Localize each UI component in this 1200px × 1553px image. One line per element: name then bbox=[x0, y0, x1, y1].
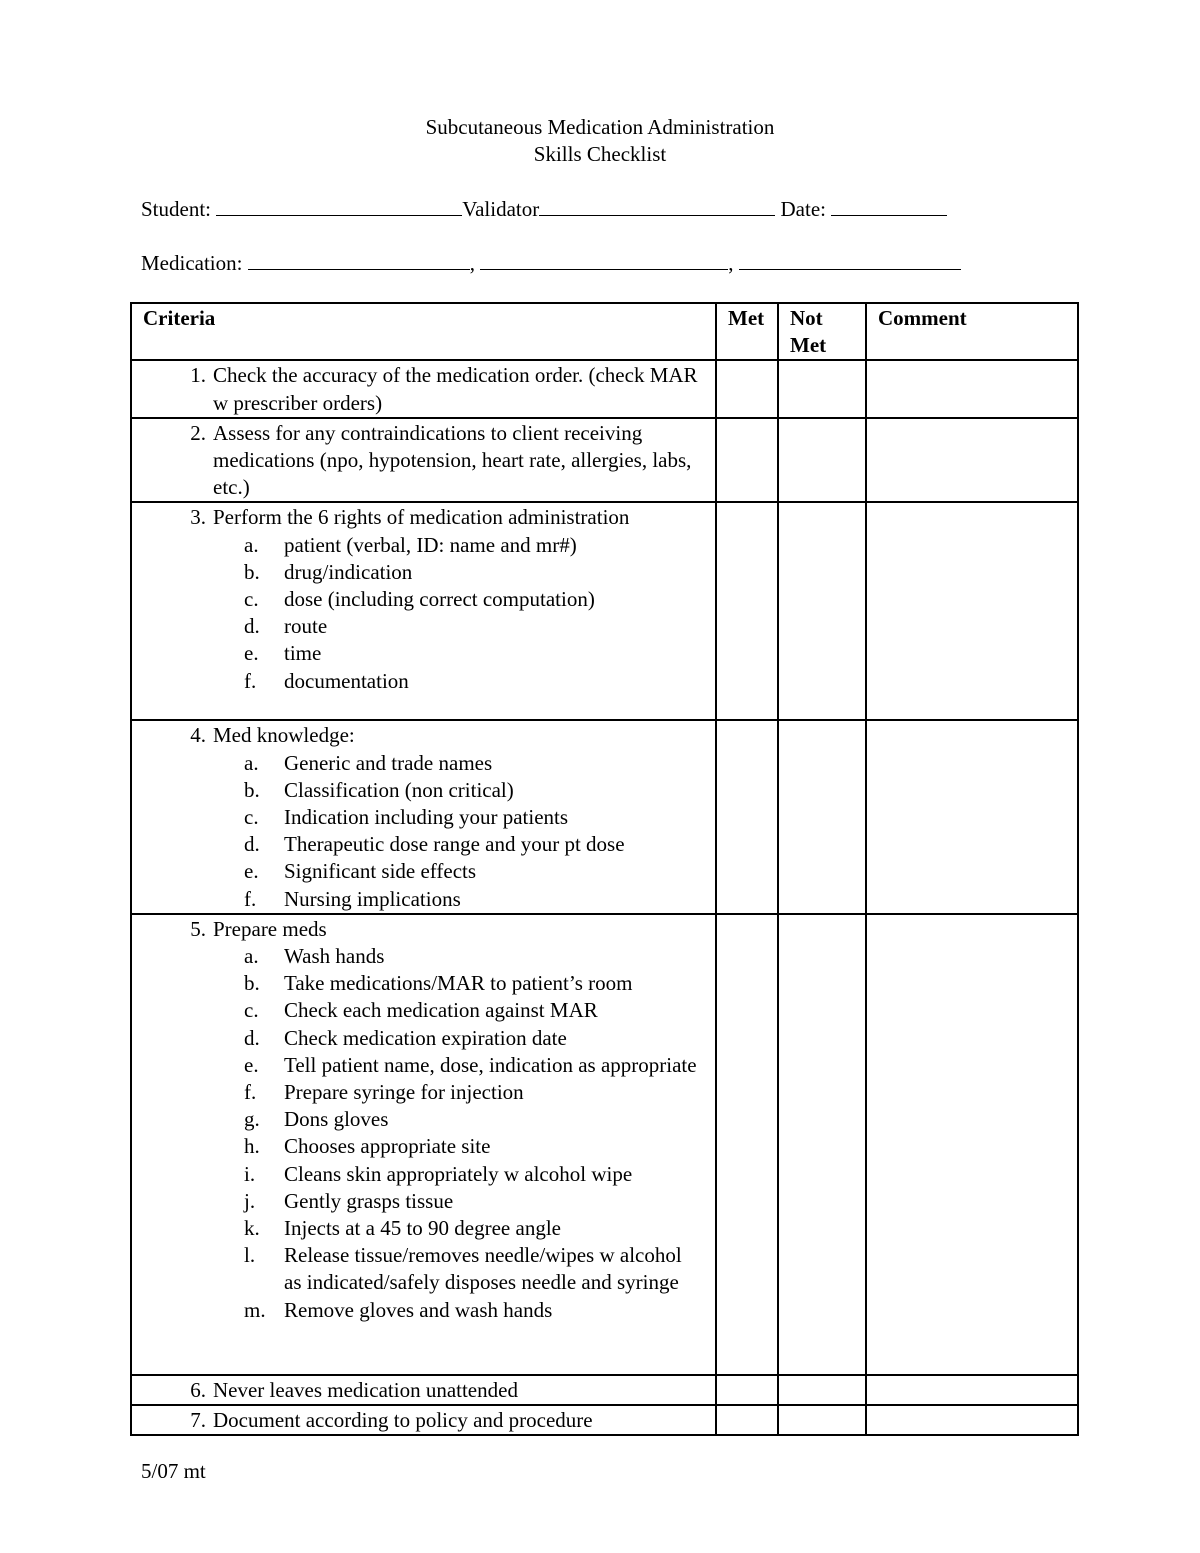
sub-item bbox=[132, 1133, 715, 1160]
table-row bbox=[131, 914, 1078, 1375]
item-text: Assess for any contraindications to client receiving medications (npo, hypotension, heart rate, allergies, labs, etc.) bbox=[213, 420, 692, 500]
comment-header: Comment bbox=[866, 303, 1078, 360]
item-text: Document according to policy and procedure bbox=[213, 1408, 593, 1433]
sub-item-text: time bbox=[284, 641, 322, 666]
not-met-cell[interactable] bbox=[778, 1375, 866, 1405]
student-label: Student: bbox=[141, 197, 212, 221]
not-met-cell[interactable] bbox=[778, 1405, 866, 1435]
sub-item-text: Tell patient name, dose, indication as appropriate bbox=[284, 1052, 697, 1077]
sub-item bbox=[132, 532, 715, 559]
sub-item-letter: d. bbox=[244, 832, 260, 857]
comment-cell[interactable] bbox=[866, 1405, 1078, 1435]
sub-item-letter: d. bbox=[244, 1025, 260, 1050]
sub-item-letter: a. bbox=[244, 944, 259, 969]
sub-item-letter: b. bbox=[244, 971, 260, 996]
sub-item-letter: l. bbox=[244, 1243, 256, 1268]
checklist-body bbox=[131, 360, 1078, 1435]
not-met-cell[interactable] bbox=[778, 418, 866, 503]
sub-item-letter: a. bbox=[244, 750, 259, 775]
table-row bbox=[131, 418, 1078, 503]
sub-item-letter: m. bbox=[244, 1297, 266, 1322]
criteria-cell bbox=[131, 502, 716, 720]
sub-item bbox=[132, 777, 715, 804]
met-cell[interactable] bbox=[716, 914, 778, 1375]
item-text: Perform the 6 rights of medication administration bbox=[213, 505, 630, 530]
sub-item bbox=[132, 886, 715, 913]
sub-item-letter: a. bbox=[244, 532, 259, 557]
sub-item-text: Check each medication against MAR bbox=[284, 998, 598, 1023]
table-row bbox=[131, 1375, 1078, 1405]
criteria-item bbox=[132, 916, 715, 943]
sub-item bbox=[132, 1188, 715, 1215]
item-number: 3. bbox=[190, 505, 206, 530]
sub-item-text: drug/indication bbox=[284, 559, 413, 584]
sub-item bbox=[132, 970, 715, 997]
sub-item-text: Gently grasps tissue bbox=[284, 1188, 454, 1213]
sub-item-text: documentation bbox=[284, 668, 409, 693]
sub-item-letter: i. bbox=[244, 1161, 256, 1186]
comment-cell[interactable] bbox=[866, 914, 1078, 1375]
not-met-cell[interactable] bbox=[778, 720, 866, 913]
skills-checklist-table bbox=[130, 302, 1079, 1436]
comment-cell[interactable] bbox=[866, 1375, 1078, 1405]
not-met-header bbox=[778, 303, 866, 360]
not-met-cell[interactable] bbox=[778, 360, 866, 417]
sub-item bbox=[132, 804, 715, 831]
sub-item bbox=[132, 668, 715, 695]
table-row bbox=[131, 1405, 1078, 1435]
sub-item-letter: c. bbox=[244, 805, 259, 830]
medication-blank-2[interactable] bbox=[480, 249, 728, 270]
table-row bbox=[131, 360, 1078, 417]
item-number: 4. bbox=[190, 723, 206, 748]
sub-item bbox=[132, 831, 715, 858]
sub-item-text: Indication including your patients bbox=[284, 805, 569, 830]
item-text: Never leaves medication unattended bbox=[213, 1377, 518, 1402]
sub-item bbox=[132, 1106, 715, 1133]
sub-item bbox=[132, 1079, 715, 1106]
met-cell[interactable] bbox=[716, 502, 778, 720]
table-row bbox=[131, 502, 1078, 720]
document-title: Subcutaneous Medication Administration bbox=[425, 115, 775, 139]
sub-item-text: Wash hands bbox=[284, 944, 385, 969]
sub-item bbox=[132, 943, 715, 970]
medication-row bbox=[141, 249, 961, 277]
met-cell[interactable] bbox=[716, 720, 778, 913]
sub-item-letter: c. bbox=[244, 998, 259, 1023]
sub-item-letter: f. bbox=[244, 1080, 257, 1105]
document-subtitle: Skills Checklist bbox=[533, 142, 667, 166]
sub-item bbox=[132, 1025, 715, 1052]
sub-item-letter: j. bbox=[244, 1188, 256, 1213]
criteria-cell bbox=[131, 1375, 716, 1405]
comma-1: , bbox=[469, 251, 475, 275]
sub-item bbox=[132, 1242, 715, 1296]
table-header-row bbox=[131, 303, 1078, 360]
sub-item-list bbox=[132, 750, 715, 913]
not-met-header-line2: Met bbox=[790, 333, 827, 358]
comment-cell[interactable] bbox=[866, 502, 1078, 720]
item-number: 6. bbox=[190, 1377, 206, 1402]
sub-item bbox=[132, 1297, 715, 1324]
sub-item-letter: d. bbox=[244, 614, 260, 639]
sub-item bbox=[132, 640, 715, 667]
item-text: Med knowledge: bbox=[213, 723, 355, 748]
sub-item bbox=[132, 613, 715, 640]
criteria-cell bbox=[131, 418, 716, 503]
sub-item bbox=[132, 858, 715, 885]
sub-item-letter: b. bbox=[244, 777, 260, 802]
student-validator-date-row bbox=[141, 195, 947, 223]
met-cell[interactable] bbox=[716, 418, 778, 503]
criteria-item bbox=[132, 504, 715, 531]
item-text: Prepare meds bbox=[213, 916, 327, 941]
met-header: Met bbox=[716, 303, 778, 360]
sub-item-text: Take medications/MAR to patient’s room bbox=[284, 971, 633, 996]
sub-item-text: Check medication expiration date bbox=[284, 1025, 567, 1050]
sub-item bbox=[132, 1161, 715, 1188]
table-row bbox=[131, 720, 1078, 913]
item-number: 7. bbox=[190, 1408, 206, 1433]
sub-item-letter: b. bbox=[244, 559, 260, 584]
sub-item-letter: e. bbox=[244, 1052, 259, 1077]
validator-blank[interactable] bbox=[539, 195, 775, 216]
sub-item bbox=[132, 997, 715, 1024]
sub-item-letter: e. bbox=[244, 859, 259, 884]
sub-item-text: Release tissue/removes needle/wipes w alcohol as indicated/safely disposes needle and syringe bbox=[284, 1243, 682, 1295]
comment-cell[interactable] bbox=[866, 360, 1078, 417]
sub-item bbox=[132, 1052, 715, 1079]
criteria-cell bbox=[131, 1405, 716, 1435]
not-met-cell[interactable] bbox=[778, 502, 866, 720]
criteria-cell bbox=[131, 720, 716, 913]
not-met-cell[interactable] bbox=[778, 914, 866, 1375]
sub-item-text: patient (verbal, ID: name and mr#) bbox=[284, 532, 577, 557]
sub-item-text: Cleans skin appropriately w alcohol wipe bbox=[284, 1161, 633, 1186]
met-cell[interactable] bbox=[716, 1405, 778, 1435]
criteria-header: Criteria bbox=[131, 303, 716, 360]
criteria-cell bbox=[131, 360, 716, 417]
criteria-item bbox=[132, 1377, 715, 1404]
criteria-item bbox=[132, 722, 715, 749]
sub-item-text: Therapeutic dose range and your pt dose bbox=[284, 832, 625, 857]
sub-item-text: Classification (non critical) bbox=[284, 777, 514, 802]
sub-item-text: Injects at a 45 to 90 degree angle bbox=[284, 1216, 561, 1241]
medication-label: Medication: bbox=[141, 251, 243, 275]
sub-item-text: Dons gloves bbox=[284, 1107, 389, 1132]
sub-item-text: Significant side effects bbox=[284, 859, 477, 884]
sub-item-letter: c. bbox=[244, 587, 259, 612]
criteria-item bbox=[132, 420, 715, 502]
comment-cell[interactable] bbox=[866, 720, 1078, 913]
item-number: 5. bbox=[190, 916, 206, 941]
item-number: 2. bbox=[190, 420, 206, 445]
sub-item-letter: f. bbox=[244, 668, 257, 693]
validator-label: Validator bbox=[462, 197, 540, 221]
item-number: 1. bbox=[190, 363, 206, 388]
student-blank[interactable] bbox=[216, 195, 462, 216]
sub-item-text: route bbox=[284, 614, 328, 639]
met-cell[interactable] bbox=[716, 1375, 778, 1405]
sub-item-letter: h. bbox=[244, 1134, 260, 1159]
sub-item-text: Remove gloves and wash hands bbox=[284, 1297, 553, 1322]
sub-item bbox=[132, 750, 715, 777]
not-met-header-line1: Not bbox=[790, 306, 823, 330]
sub-item-text: Prepare syringe for injection bbox=[284, 1080, 524, 1105]
document-header bbox=[0, 114, 1200, 168]
sub-item-letter: k. bbox=[244, 1216, 260, 1241]
medication-blank-3[interactable] bbox=[739, 249, 961, 270]
met-cell[interactable] bbox=[716, 360, 778, 417]
comment-cell[interactable] bbox=[866, 418, 1078, 503]
medication-blank-1[interactable] bbox=[248, 249, 470, 270]
criteria-item bbox=[132, 1407, 715, 1434]
criteria-cell bbox=[131, 914, 716, 1375]
item-text: Check the accuracy of the medication order. (check MAR w prescriber orders) bbox=[213, 363, 698, 415]
sub-item-text: Chooses appropriate site bbox=[284, 1134, 491, 1159]
date-label: Date: bbox=[780, 197, 826, 221]
sub-item-letter: g. bbox=[244, 1107, 260, 1132]
sub-item-list bbox=[132, 532, 715, 695]
sub-item bbox=[132, 559, 715, 586]
sub-item-text: dose (including correct computation) bbox=[284, 587, 595, 612]
sub-item-letter: e. bbox=[244, 641, 259, 666]
sub-item bbox=[132, 1215, 715, 1242]
sub-item-text: Generic and trade names bbox=[284, 750, 493, 775]
footer-note: 5/07 mt bbox=[141, 1459, 206, 1483]
sub-item-list bbox=[132, 943, 715, 1324]
sub-item bbox=[132, 586, 715, 613]
date-blank[interactable] bbox=[831, 195, 947, 216]
sub-item-letter: f. bbox=[244, 886, 257, 911]
sub-item-text: Nursing implications bbox=[284, 886, 461, 911]
comma-2: , bbox=[728, 251, 734, 275]
criteria-item bbox=[132, 362, 715, 416]
